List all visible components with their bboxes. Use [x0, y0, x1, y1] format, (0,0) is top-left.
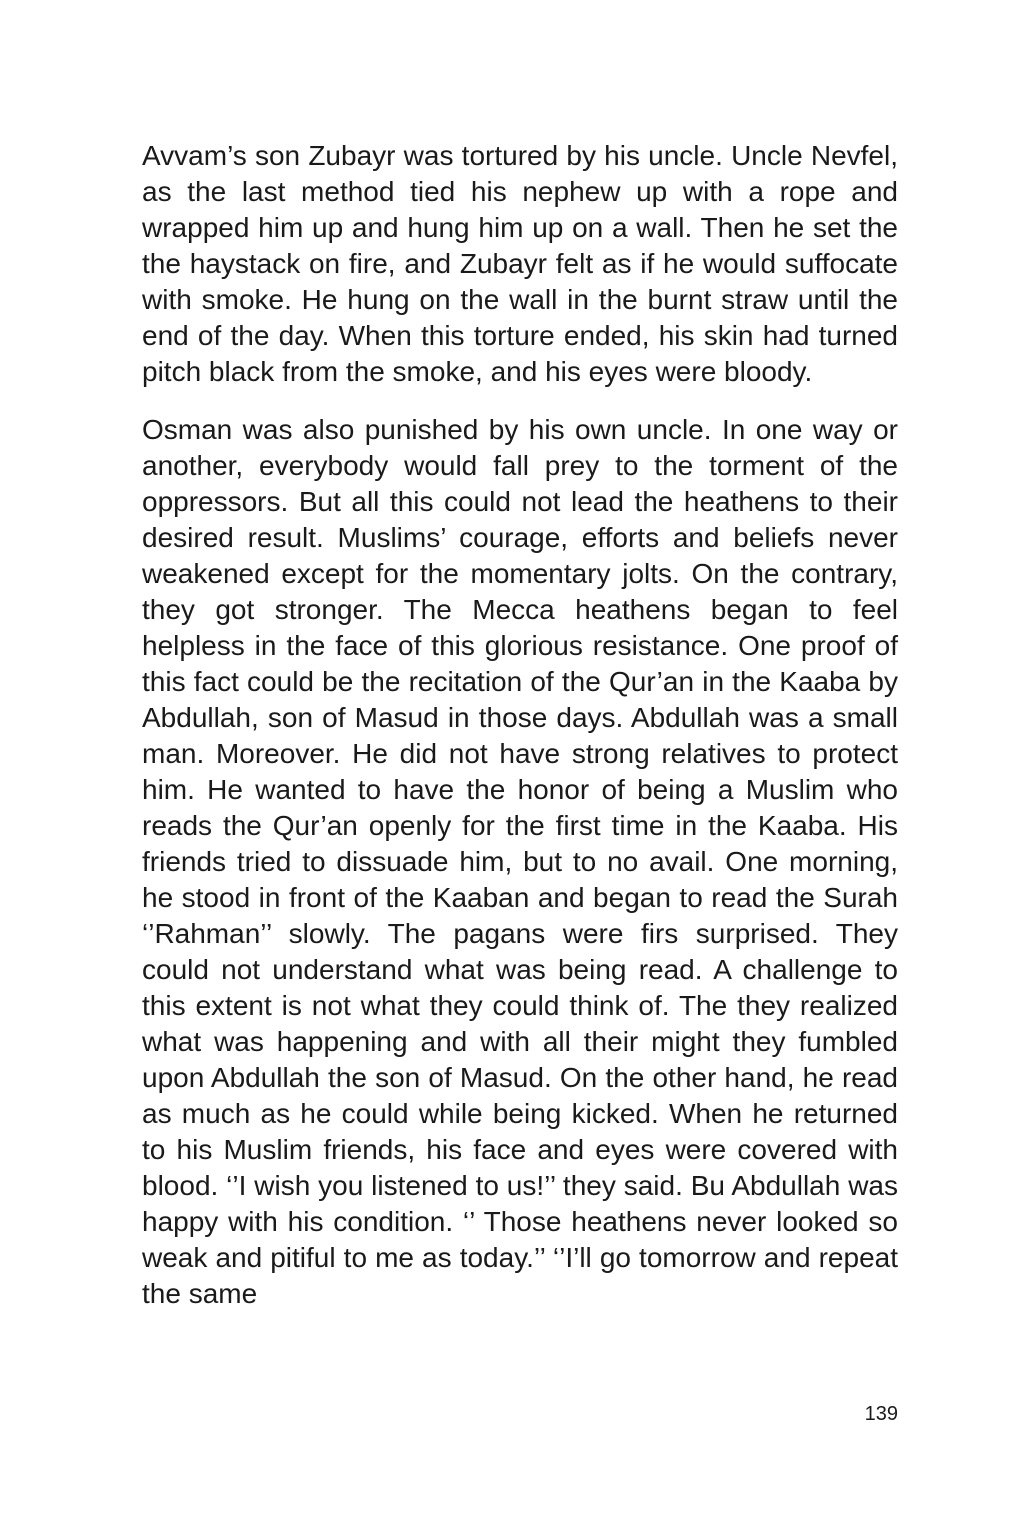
paragraph-abdullah: Osman was also punished by his own uncle. In one way or another, everybody would fall prey to the torment of the oppressors. But all this could not lead the heathens to their desired result. Muslims’ courage, efforts and beliefs never weakened except for the momentary jolts. On the contrary, they got stronger. The Mecca heathens began to feel helpless in the face of this glorious resistance. One proof of this fact could be the recitation of the Qur’an in the Kaaba by Abdullah, son of Masud in those days. Abdullah was a small man. Moreover. He did not have strong relatives to protect him. He wanted to have the honor of being a Muslim who reads the Qur’an openly for the first time in the Kaaba. His friends tried to dissuade him, but to no avail. One morning, he stood in front of the Kaaban and began to read the Surah ‘’Rahman’’ slowly. The pagans were firs surprised. They could not understand what was being read. A challenge to this extent is not what they could think of. The they realized what was happening and with all their might they fumbled upon Abdullah the son of Masud. On the other hand, he read as much as he could while being kicked. When he returned to his Muslim friends, his face and eyes were covered with blood. ‘’I wish you listened to us!’’ they said. Bu Abdullah was happy with his condition. ‘’ Those heathens never looked so weak and pitiful to me as today.’’ ‘’I’ll go tomorrow and repeat the same: [142, 414, 898, 1309]
page-body: [142, 138, 898, 1334]
paragraph-zubayr: Avvam’s son Zubayr was tortured by his uncle. Uncle Nevfel, as the last method tied his nephew up with a rope and wrapped him up and hung him up on a wall. Then he set the the haystack on fire, and Zubayr felt as if he would suffocate with smoke. He hung on the wall in the burnt straw until the end of the day. When this torture ended, his skin had turned pitch black from the smoke, and his eyes were bloody.: [142, 140, 898, 387]
page-number: 139: [864, 1403, 898, 1425]
